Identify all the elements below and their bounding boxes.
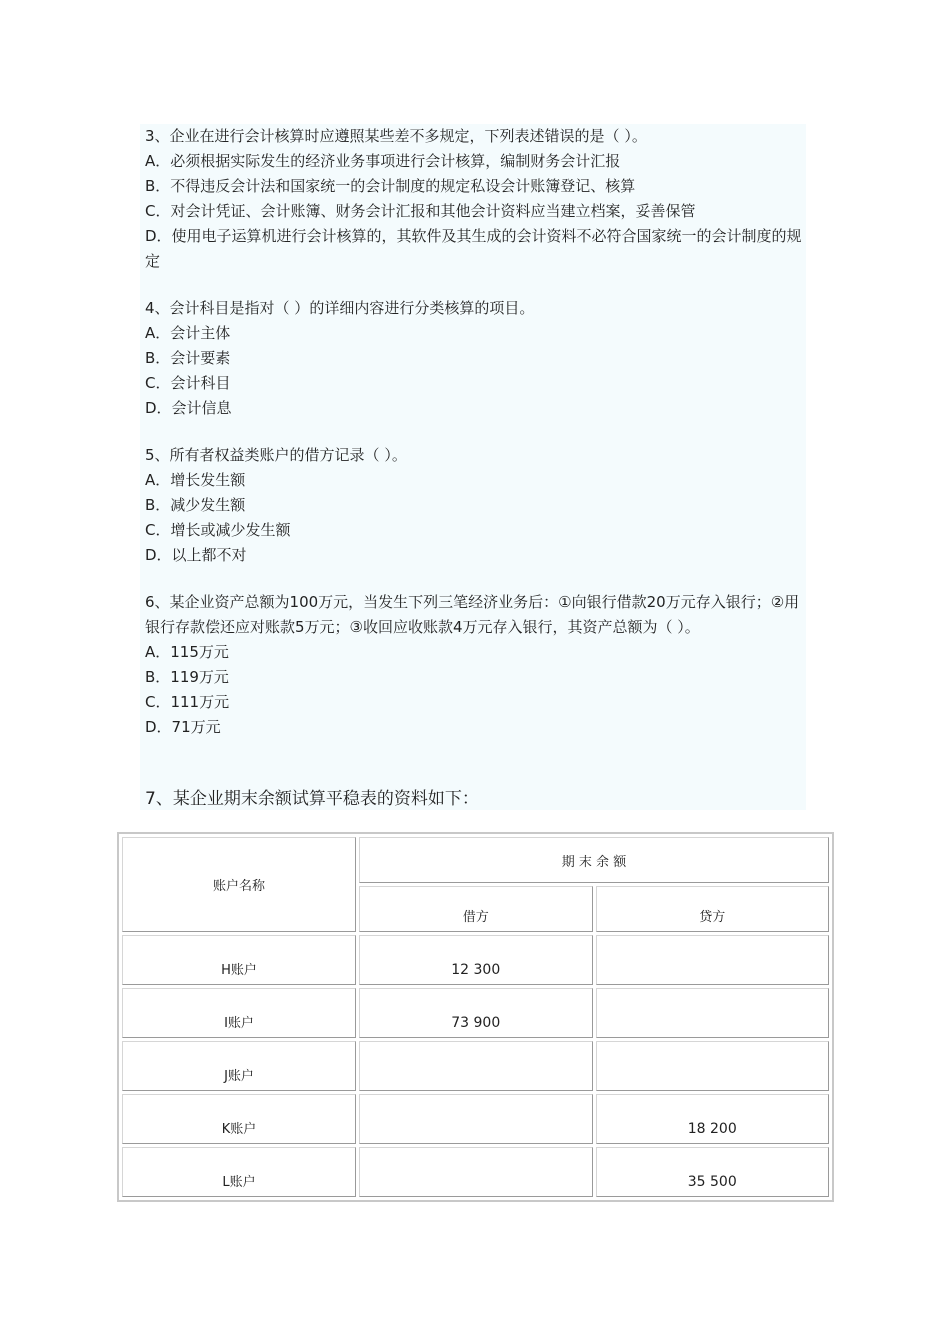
option-b: B．不得违反会计法和国家统一的会计制度的规定私设会计账簿登记、核算 [145, 177, 636, 195]
question-6 [145, 590, 805, 740]
question-stem: 6、某企业资产总额为100万元，当发生下列三笔经济业务后：①向银行借款20万元存入银行；②用银行存款偿还应对账款5万元；③收回应收账款4万元存入银行，其资产总额为（ ）。 [145, 593, 800, 636]
account-name-cell: J账户 [122, 1041, 356, 1091]
option-c: C．会计科目 [145, 374, 231, 392]
question-4 [145, 296, 805, 421]
debit-cell: 12 300 [359, 935, 593, 985]
option-c: C．111万元 [145, 693, 230, 711]
option-b: B．减少发生额 [145, 496, 246, 514]
option-d: D．会计信息 [145, 399, 232, 417]
option-d: D．71万元 [145, 718, 221, 736]
option-b: B．119万元 [145, 668, 229, 686]
question-stem: 3、企业在进行会计核算时应遵照某些差不多规定，下列表述错误的是（ ）。 [145, 127, 647, 145]
option-a: A．115万元 [145, 643, 229, 661]
option-a: A．增长发生额 [145, 471, 246, 489]
option-b: B．会计要素 [145, 349, 231, 367]
option-a: A．必须根据实际发生的经济业务事项进行会计核算，编制财务会计汇报 [145, 152, 621, 170]
debit-cell [359, 1041, 593, 1091]
debit-cell: 73 900 [359, 988, 593, 1038]
debit-cell [359, 1094, 593, 1144]
option-d: D．使用电子运算机进行会计核算的，其软件及其生成的会计资料不必符合国家统一的会计制度的规定 [145, 227, 802, 270]
credit-cell: 35 500 [596, 1147, 830, 1197]
option-c: C．对会计凭证、会计账簿、财务会计汇报和其他会计资料应当建立档案，妥善保管 [145, 202, 696, 220]
account-name-cell: H账户 [122, 935, 356, 985]
header-debit: 借方 [359, 886, 593, 932]
table-row [122, 1094, 829, 1144]
header-period-balance: 期 末 余 额 [359, 837, 829, 883]
header-account-name: 账户名称 [122, 837, 356, 932]
account-name-cell: K账户 [122, 1094, 356, 1144]
question-3 [145, 124, 805, 274]
option-c: C．增长或减少发生额 [145, 521, 291, 539]
table-row [122, 988, 829, 1038]
question-7-title: 7、某企业期末余额试算平稳表的资料如下： [145, 789, 479, 809]
debit-cell [359, 1147, 593, 1197]
table-header-row [122, 837, 829, 883]
question-5 [145, 443, 805, 568]
option-d: D．以上都不对 [145, 546, 247, 564]
account-name-cell: L账户 [122, 1147, 356, 1197]
trial-balance-table [117, 832, 834, 1202]
question-stem: 4、会计科目是指对（ ）的详细内容进行分类核算的项目。 [145, 299, 535, 317]
question-stem: 5、所有者权益类账户的借方记录（ ）。 [145, 446, 407, 464]
table-row [122, 935, 829, 985]
credit-cell [596, 1041, 830, 1091]
header-credit: 贷方 [596, 886, 830, 932]
credit-cell [596, 935, 830, 985]
table-row [122, 1147, 829, 1197]
table-row [122, 1041, 829, 1091]
option-a: A．会计主体 [145, 324, 231, 342]
credit-cell: 18 200 [596, 1094, 830, 1144]
account-name-cell: I账户 [122, 988, 356, 1038]
credit-cell [596, 988, 830, 1038]
